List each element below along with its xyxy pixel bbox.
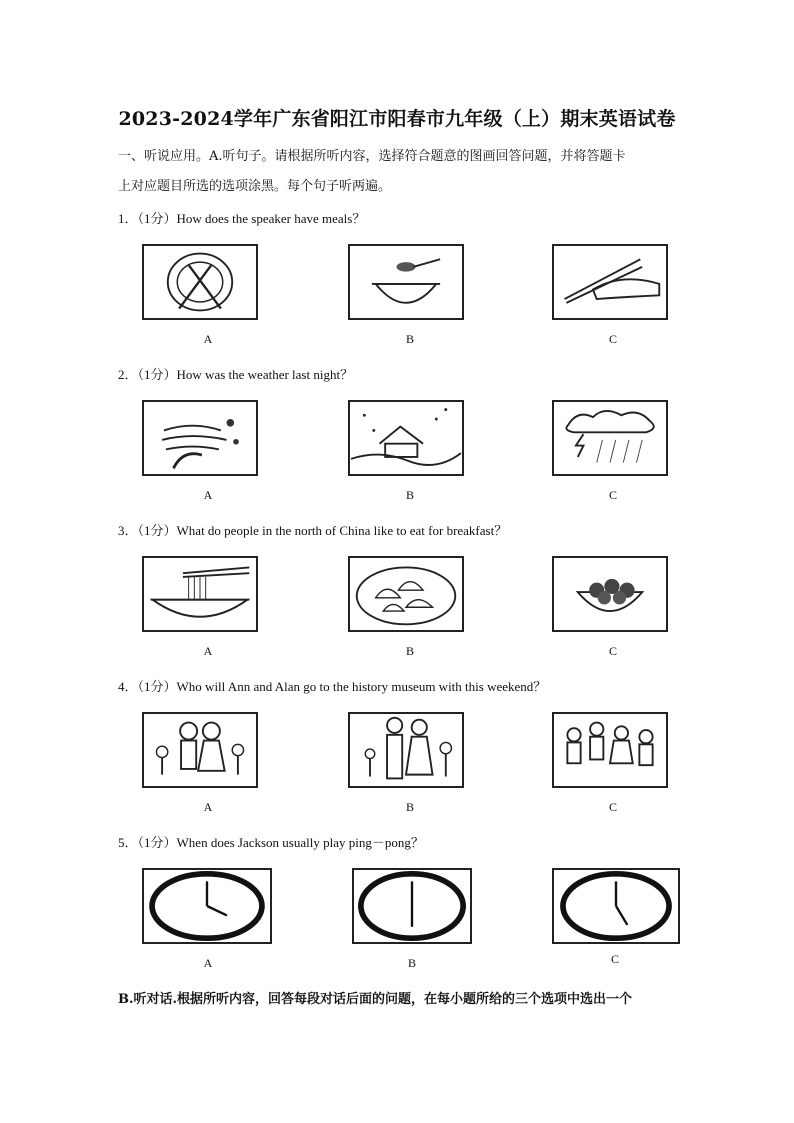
question-score: （1分） — [137, 523, 177, 538]
option-label: C — [608, 644, 617, 658]
section-b-instructions: B.听对话.根据所听内容，回答每段对话后面的问题，在每小题所给的三个选项中选出一个 — [118, 992, 633, 1007]
option-label: A — [203, 644, 213, 658]
question-score: （1分） — [137, 211, 177, 226]
question-text: What do people in the north of China like to eat for breakfast？ — [176, 523, 508, 538]
clock-five-icon[interactable] — [552, 868, 680, 944]
option-label: C — [608, 332, 617, 346]
bowl-spoon-icon[interactable] — [348, 244, 464, 320]
question-5 — [118, 832, 424, 851]
question-score: （1分） — [137, 679, 177, 694]
stormy-icon[interactable] — [552, 400, 668, 476]
option-label: B — [405, 800, 414, 814]
snowy-icon[interactable] — [348, 400, 464, 476]
question-score: （1分） — [137, 367, 177, 382]
question-number: 1． — [118, 211, 138, 226]
question-text: How was the weather last night？ — [176, 367, 354, 382]
page-title: 2023-2024学年广东省阳江市阳春市九年级（上）期末英语试卷 — [118, 108, 676, 130]
plate-knife-fork-icon[interactable] — [142, 244, 258, 320]
option-label: B — [405, 488, 414, 502]
question-score: （1分） — [137, 835, 177, 850]
question-1 — [118, 208, 365, 227]
grandparents-icon[interactable] — [142, 712, 258, 788]
option-label: C — [610, 952, 619, 966]
question-3 — [118, 520, 507, 539]
question-number: 2． — [118, 367, 138, 382]
option-label: A — [203, 332, 213, 346]
section-a-instructions-line1: 一、听说应用。A.听句子。请根据所听内容，选择符合题意的图画回答问题，并将答题卡 — [118, 149, 626, 164]
option-label: C — [608, 488, 617, 502]
chopsticks-hand-icon[interactable] — [552, 244, 668, 320]
option-label: A — [203, 956, 213, 970]
dumplings-icon[interactable] — [348, 556, 464, 632]
option-label: C — [608, 800, 617, 814]
option-label: B — [405, 644, 414, 658]
question-text: Who will Ann and Alan go to the history museum with this weekend？ — [176, 679, 547, 694]
option-label: A — [203, 488, 213, 502]
question-number: 5． — [118, 835, 138, 850]
option-label: A — [203, 800, 213, 814]
question-text: How does the speaker have meals？ — [176, 211, 366, 226]
section-a-instructions-line2: 上对应题目所选的选项涂黑。每个句子听两遍。 — [118, 179, 392, 194]
clock-six-icon[interactable] — [352, 868, 472, 944]
option-label: B — [405, 332, 414, 346]
parents-icon[interactable] — [348, 712, 464, 788]
clock-four-icon[interactable] — [142, 868, 272, 944]
rice-balls-icon[interactable] — [552, 556, 668, 632]
question-number: 4． — [118, 679, 138, 694]
noodles-icon[interactable] — [142, 556, 258, 632]
question-2 — [118, 364, 353, 383]
question-4 — [118, 676, 546, 695]
windy-icon[interactable] — [142, 400, 258, 476]
question-number: 3． — [118, 523, 138, 538]
friends-icon[interactable] — [552, 712, 668, 788]
option-label: B — [407, 956, 416, 970]
question-text: When does Jackson usually play ping－pong？ — [176, 835, 424, 850]
